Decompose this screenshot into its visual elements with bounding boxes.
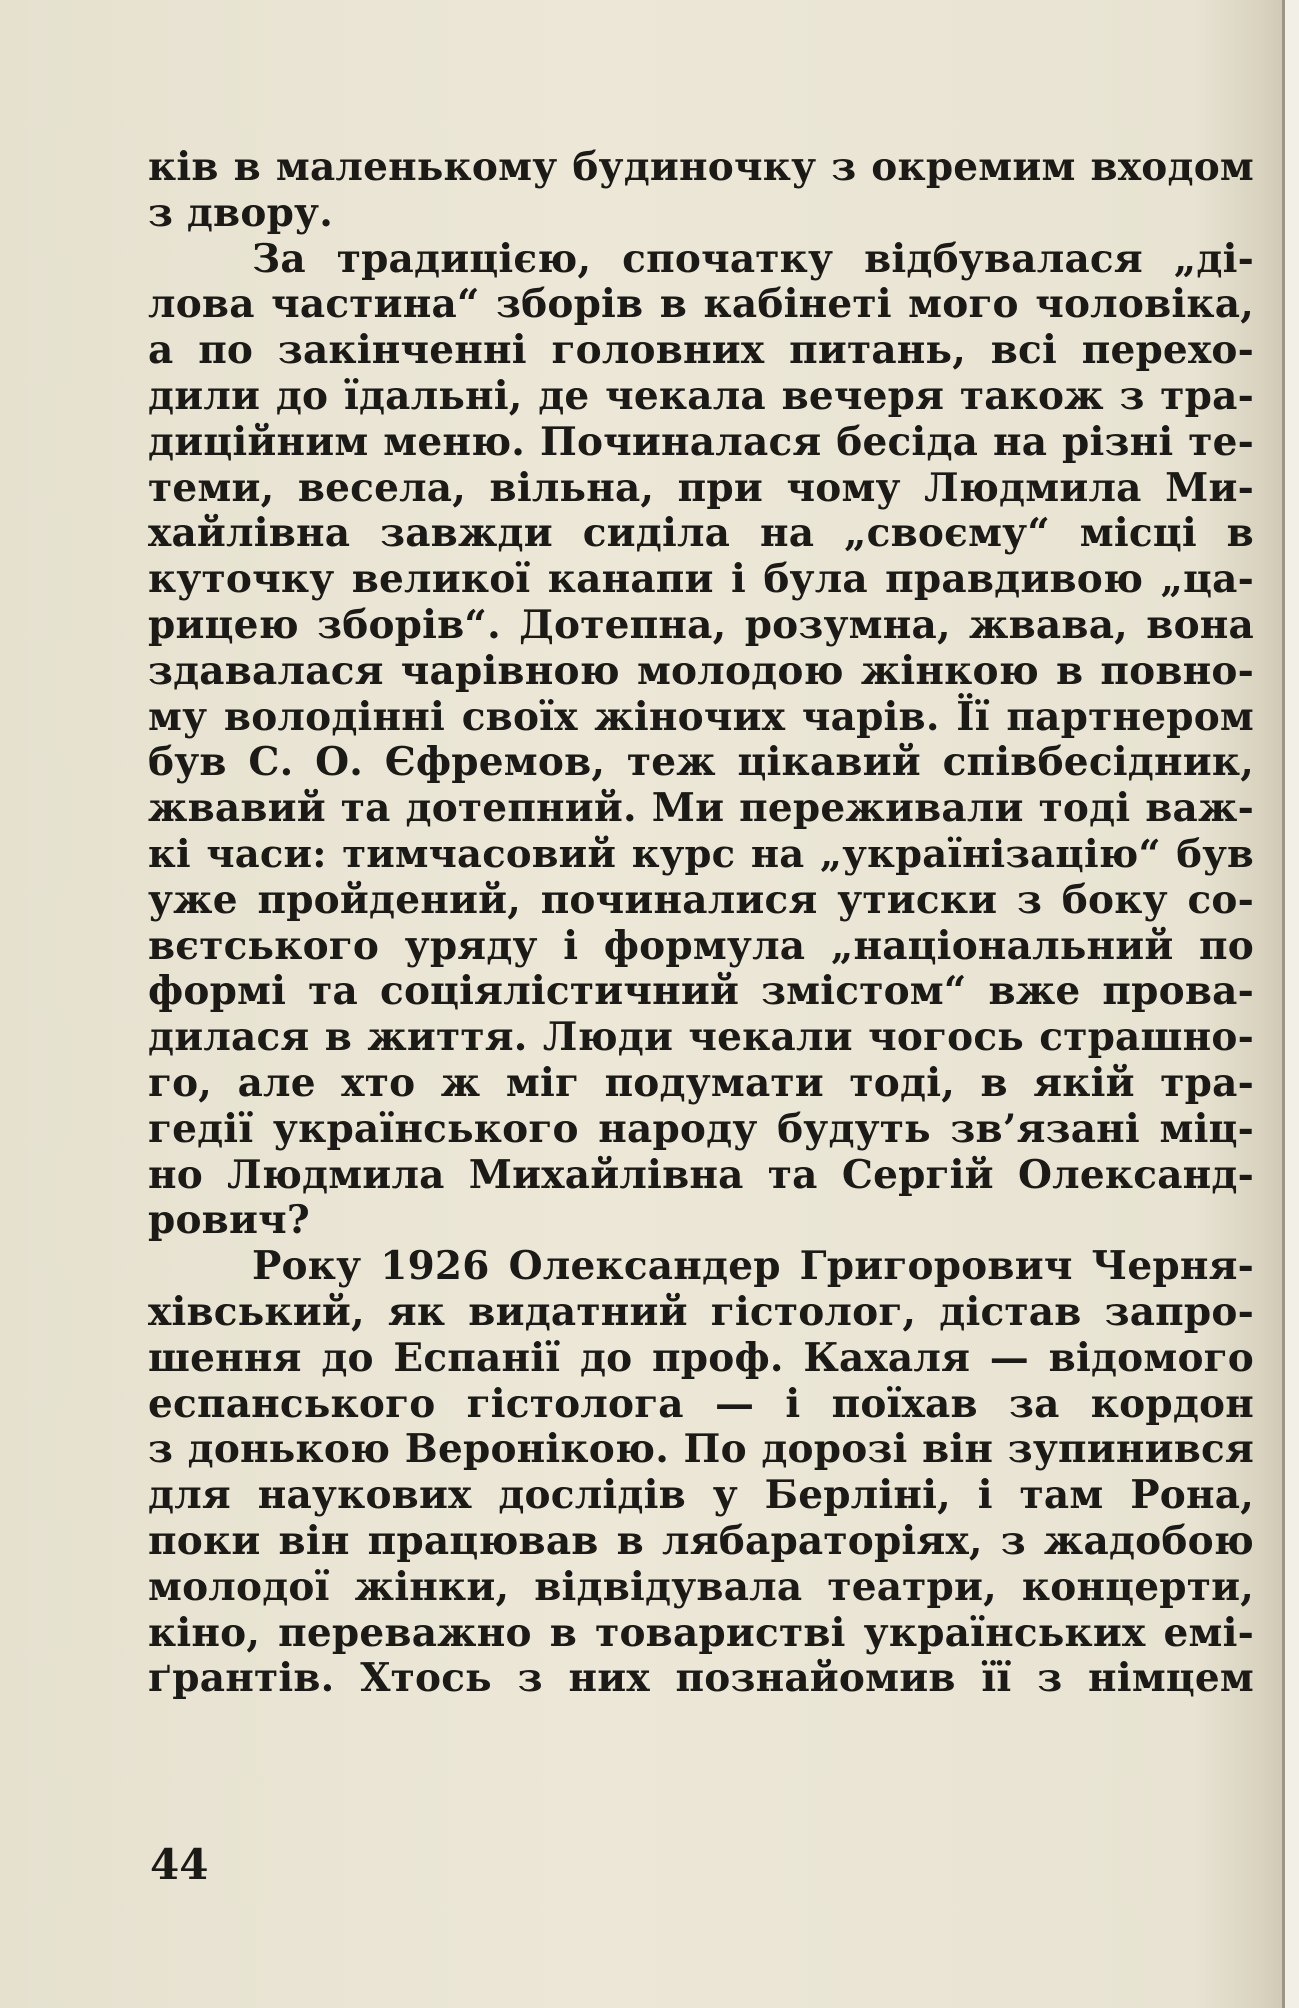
text-line: ків в маленькому будиночку з окремим входом: [148, 144, 1254, 190]
page-margin: [1285, 0, 1299, 2008]
text-line: лова частина“ зборів в кабінеті мого чоловіка,: [148, 281, 1254, 328]
text-line: рицею зборів“. Дотепна, розумна, жвава, вона: [148, 601, 1254, 648]
text-line: формі та соціялістичний змістом“ вже прова-: [148, 968, 1254, 1015]
text-line: кі часи: тимчасовий курс на „українізацію“ був: [148, 831, 1254, 877]
text-line: з двору.: [148, 189, 333, 236]
text-line: вєтського уряду і формула „національний по: [148, 922, 1254, 969]
text-line: но Людмила Михайлівна та Сергій Олександ-: [148, 1151, 1254, 1198]
page-number: 44: [150, 1840, 209, 1889]
text-line: гедії українського народу будуть зв’язані міц-: [148, 1105, 1254, 1152]
text-line: з донькою Веронікою. По дорозі він зупинився: [148, 1426, 1254, 1473]
text-line: уже пройдений, починалися утиски з боку со-: [148, 876, 1254, 923]
text-line: для наукових дослідів у Берліні, і там Рона,: [148, 1472, 1254, 1519]
text-line: хайлівна завжди сиділа на „своєму“ місці в: [148, 510, 1254, 557]
text-line: жвавий та дотепний. Ми переживали тоді важ-: [148, 785, 1254, 832]
text-line: був С. О. Єфремов, теж цікавий співбесідник,: [148, 739, 1254, 786]
text-line: теми, весела, вільна, при чому Людмила Ми-: [148, 464, 1254, 511]
page-edge-shadow: [1282, 0, 1285, 2008]
text-line: ґрантів. Хтось з них познайомив її з німцем: [148, 1655, 1254, 1702]
text-line: рович?: [148, 1197, 310, 1244]
text-line: дилася в життя. Люди чекали чогось страшно-: [148, 1014, 1254, 1061]
text-line: Року 1926 Олександер Григорович Черня-: [252, 1243, 1254, 1290]
text-line: поки він працював в лябараторіях, з жадобою: [148, 1517, 1254, 1564]
text-line: молодої жінки, відвідувала театри, концерти,: [148, 1563, 1254, 1610]
text-line: куточку великої канапи і була правдивою „ца-: [148, 556, 1254, 603]
text-line: го, але хто ж міг подумати тоді, в якій тра-: [148, 1059, 1254, 1106]
text-line: му володінні своїх жіночих чарів. Її партнером: [148, 693, 1254, 740]
text-line: шення до Еспанії до проф. Кахаля — відомого: [148, 1334, 1254, 1381]
text-line: дили до їдальні, де чекала вечеря також з тра-: [148, 372, 1254, 419]
text-line: еспанського гістолога — і поїхав за кордон: [148, 1380, 1254, 1427]
text-line: диційним меню. Починалася бесіда на різні те-: [148, 418, 1254, 465]
body-text: [148, 145, 1254, 1702]
text-line: За традицією, спочатку відбувалася „ді-: [252, 235, 1254, 282]
text-line: здавалася чарівною молодою жінкою в повно-: [148, 647, 1254, 694]
text-line: хівський, як видатний гістолог, дістав запро-: [148, 1288, 1254, 1335]
text-line: а по закінченні головних питань, всі перехо-: [148, 327, 1254, 374]
text-line: кіно, переважно в товаристві українських емі-: [148, 1609, 1254, 1656]
